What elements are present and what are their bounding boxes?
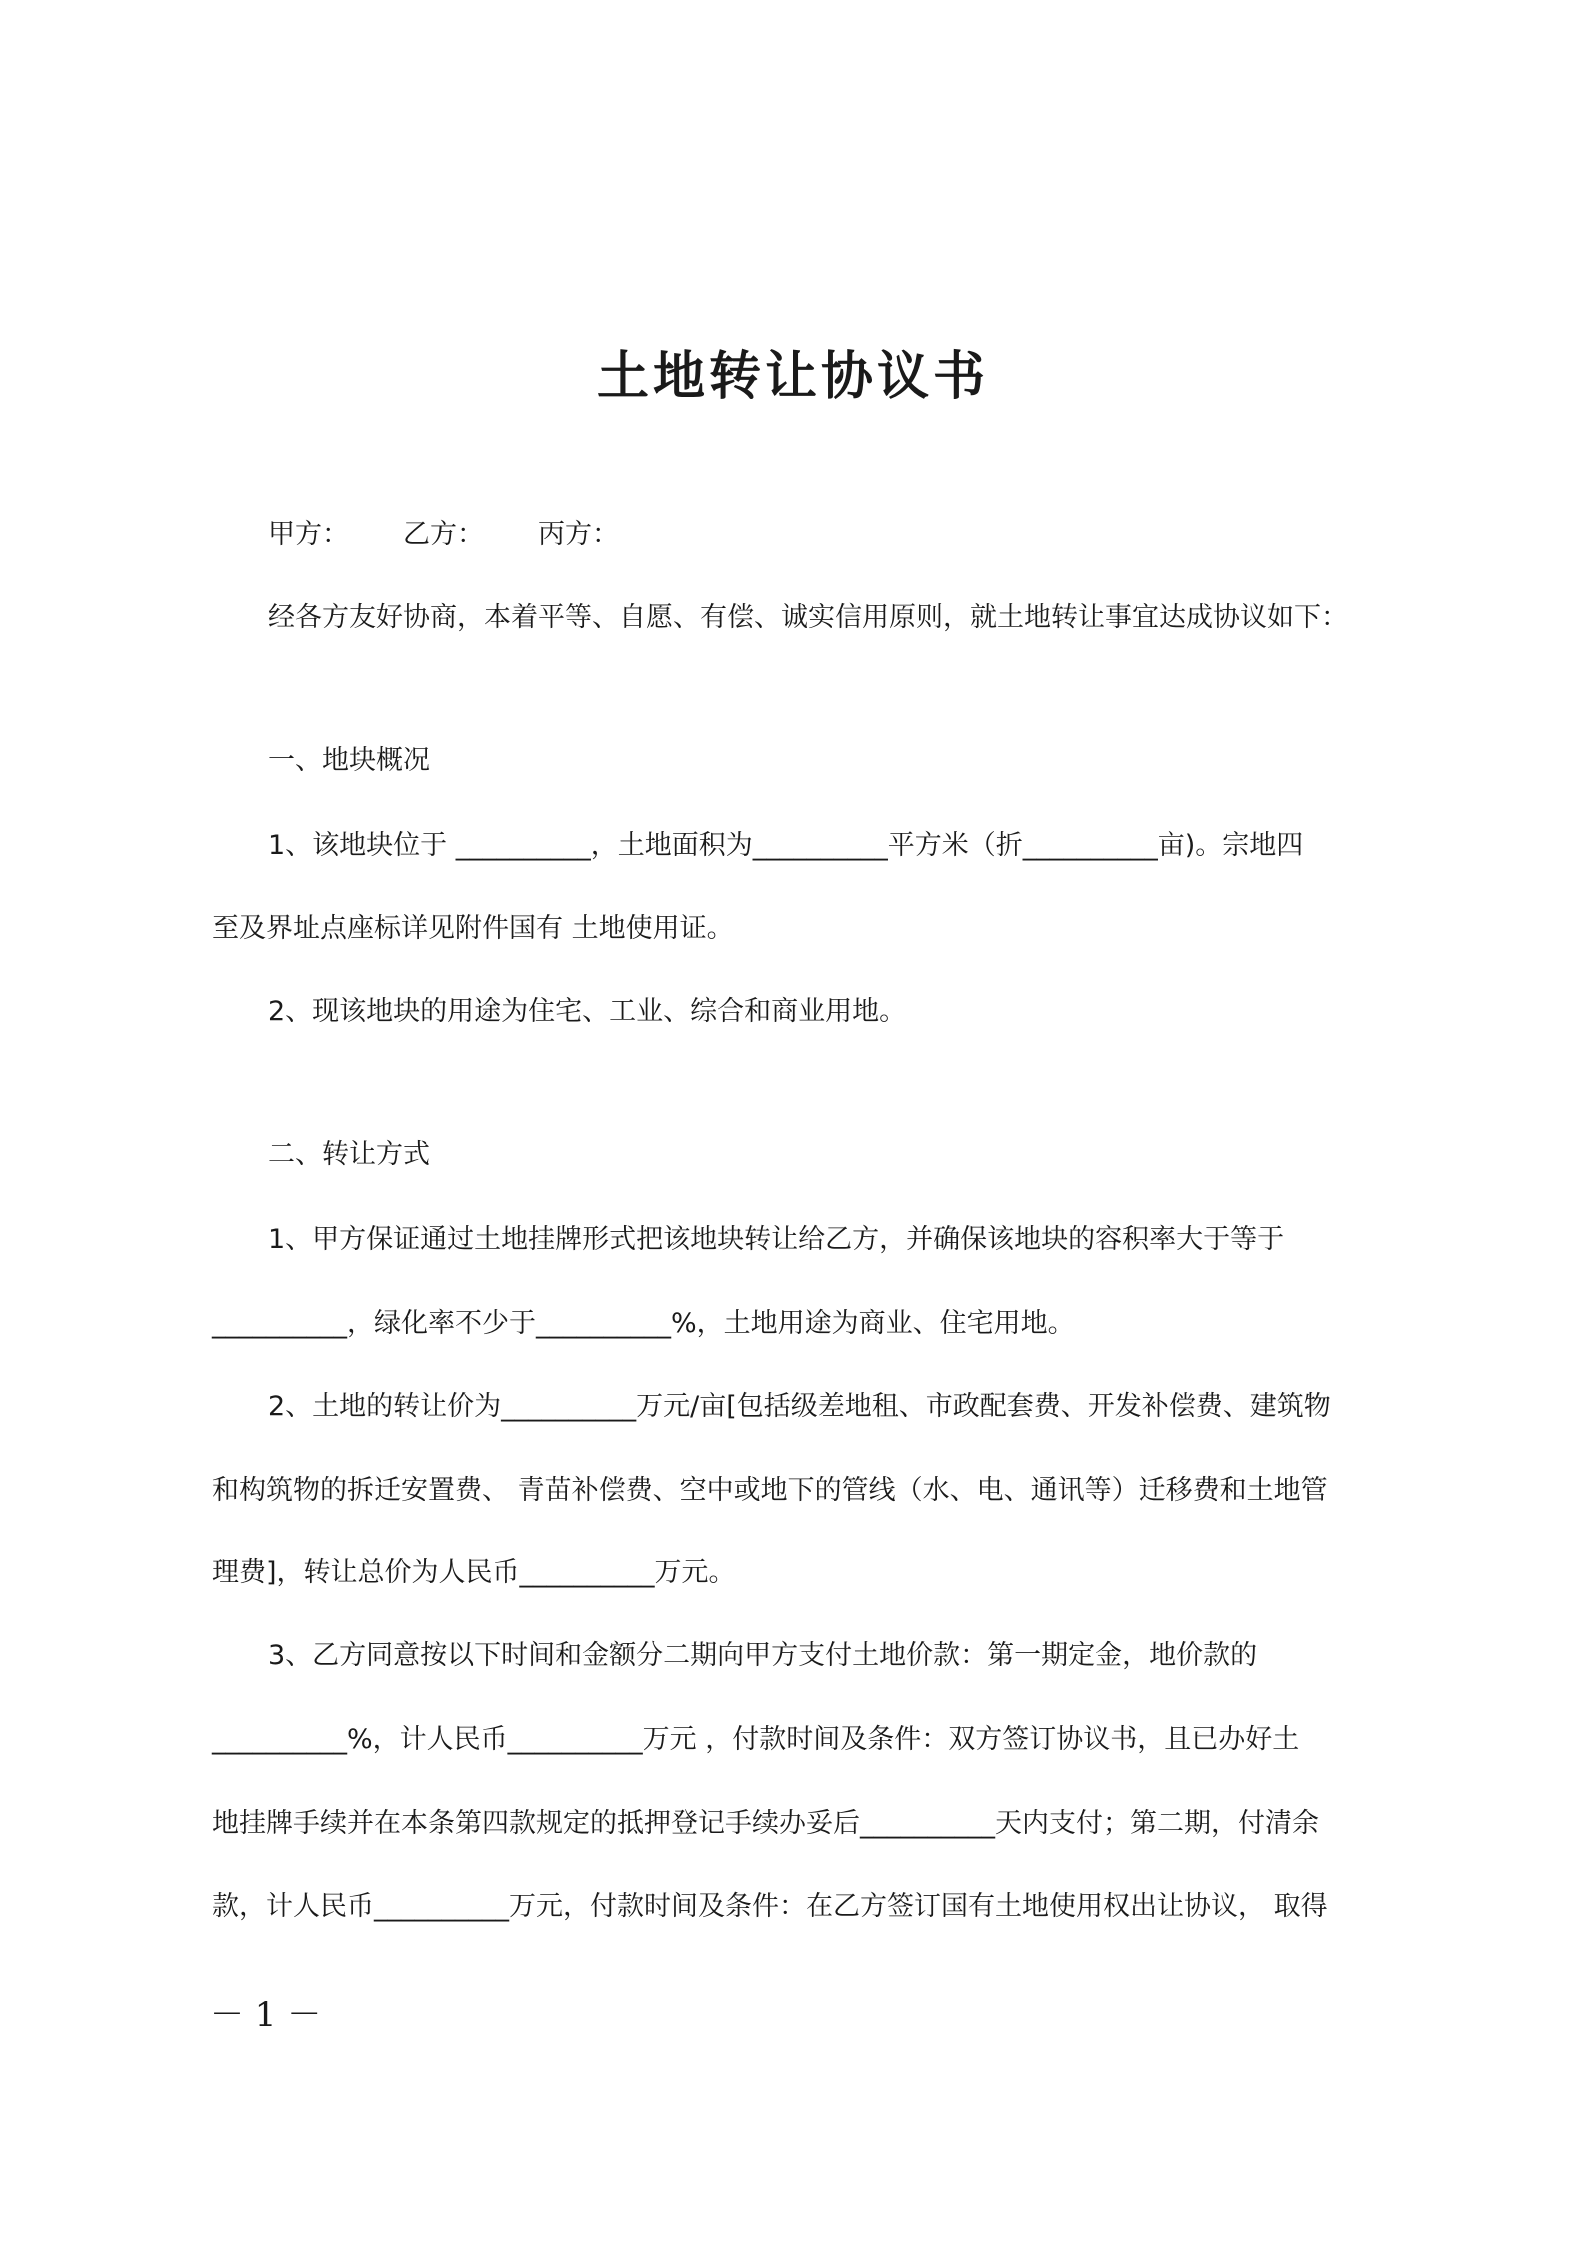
parties-line xyxy=(268,517,619,553)
section1-item1-line2: 至及界址点座标详见附件国有 土地使用证。 xyxy=(212,913,734,944)
section2-item2-line1: 2、土地的转让价为__________万元/亩[包括级差地租、市政配套费、开发补偿费、建筑物 xyxy=(268,1391,1331,1422)
party-a-label: 甲方： xyxy=(268,519,349,550)
party-b-label: 乙方： xyxy=(403,519,484,550)
document-title: 土地转让协议书 xyxy=(596,347,989,407)
intro-paragraph: 经各方友好协商，本着平等、自愿、有偿、诚实信用原则，就土地转让事宜达成协议如下： xyxy=(268,602,1348,633)
section1-item2: 2、现该地块的用途为住宅、工业、综合和商业用地。 xyxy=(268,996,907,1027)
section2-item3-line4: 款，计人民币__________万元，付款时间及条件：在乙方签订国有土地使用权出让协议， 取得 xyxy=(212,1891,1328,1922)
section2-heading: 二、转让方式 xyxy=(268,1139,430,1170)
section1-heading: 一、地块概况 xyxy=(268,745,430,776)
section1-item1-line1: 1、该地块位于 __________，土地面积为__________平方米（折__________亩)。宗地四 xyxy=(268,830,1304,861)
section2-item2-line3: 理费]，转让总价为人民币__________万元。 xyxy=(212,1557,736,1588)
section2-item3-line1: 3、乙方同意按以下时间和金额分二期向甲方支付土地价款：第一期定金，地价款的 xyxy=(268,1640,1258,1671)
section2-item2-line2: 和构筑物的拆迁安置费、 青苗补偿费、空中或地下的管线（水、电、通讯等）迁移费和土地管 xyxy=(212,1475,1328,1506)
section2-item1-line1: 1、甲方保证通过土地挂牌形式把该地块转让给乙方，并确保该地块的容积率大于等于 xyxy=(268,1224,1285,1255)
party-c-label: 丙方： xyxy=(538,519,619,550)
page-number: － 1 － xyxy=(210,1995,322,2035)
section2-item3-line2: __________%，计人民币__________万元 ，付款时间及条件：双方签订协议书，且已办好土 xyxy=(212,1724,1300,1755)
section2-item1-line2: __________，绿化率不少于__________%，土地用途为商业、住宅用地。 xyxy=(212,1308,1075,1339)
section2-item3-line3: 地挂牌手续并在本条第四款规定的抵押登记手续办妥后__________天内支付；第二期，付清余 xyxy=(212,1808,1319,1839)
